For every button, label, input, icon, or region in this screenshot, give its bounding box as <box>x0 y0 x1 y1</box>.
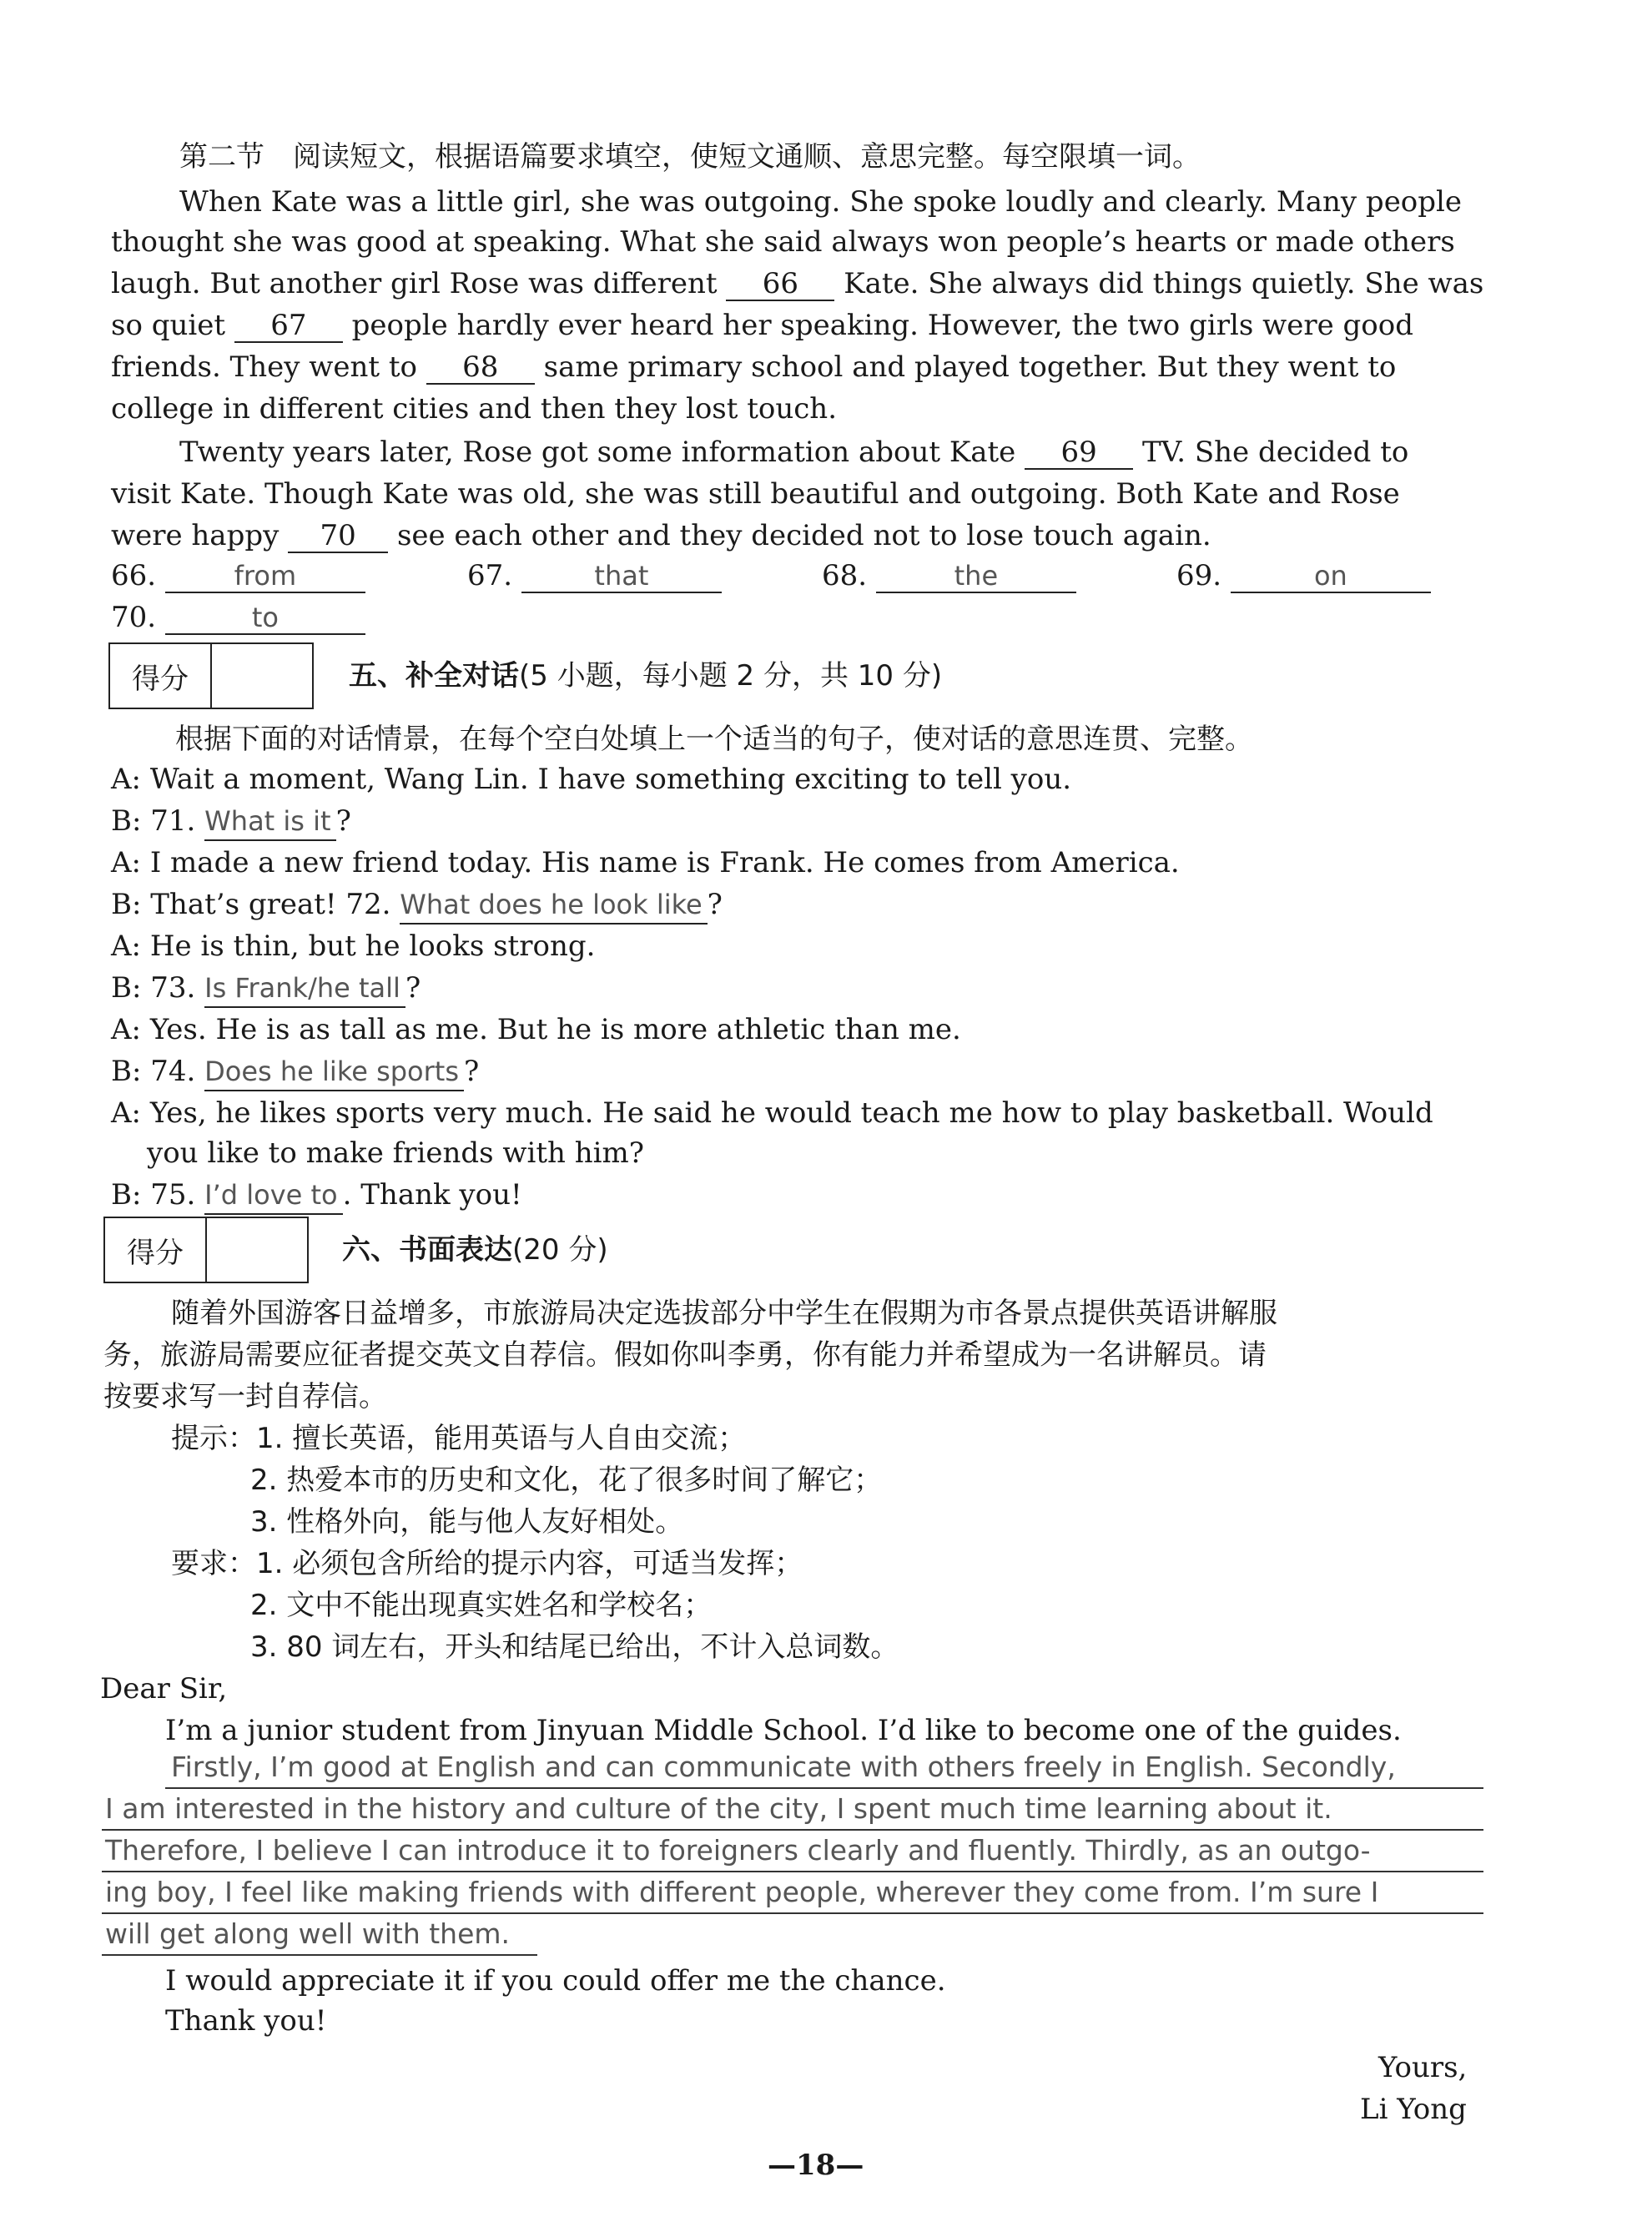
dialog-b73-prefix: B: 73. <box>111 971 196 1005</box>
dialog-b72-suffix: ? <box>707 888 723 921</box>
reqs-line-1 <box>171 1545 803 1582</box>
answer-67-num: 67. <box>467 559 513 592</box>
letter-opening: I’m a junior student from Jinyuan Middle School. I’d like to become one of the guides. <box>165 1714 1402 1747</box>
page-number: —18— <box>768 2149 864 2182</box>
handwritten-line-2[interactable]: I am interested in the history and culture of the city, I spent much time learning about it. <box>105 1792 1332 1825</box>
section5-score-box <box>108 642 314 709</box>
passage-line-5 <box>111 349 1396 385</box>
answer-70 <box>111 599 365 636</box>
dialog-b75-prefix: B: 75. <box>111 1178 196 1212</box>
blank-68[interactable]: 68 <box>426 351 535 385</box>
dialog-a2: A: I made a new friend today. His name is Frank. He comes from America. <box>111 846 1180 879</box>
passage-line-5-b: same primary school and played together. But they went to <box>543 350 1397 384</box>
blank-70[interactable]: 70 <box>288 520 388 553</box>
section6-points: (20 分) <box>512 1233 608 1267</box>
answer-66-num: 66. <box>111 559 157 592</box>
passage-line-7 <box>179 434 1408 471</box>
passage-line-1: When Kate was a little girl, she was outgoing. She spoke loudly and clearly. Many people <box>179 185 1463 219</box>
dialog-b73 <box>111 970 421 1008</box>
answer-69-num: 69. <box>1176 559 1222 592</box>
dialog-b75-answer[interactable]: I’d love to <box>204 1176 342 1215</box>
answer-69-value[interactable]: on <box>1231 560 1431 593</box>
passage-line-4-b: people hardly ever heard her speaking. However, the two girls were good <box>351 309 1413 342</box>
answer-66-value[interactable]: from <box>165 560 365 593</box>
dialog-b71-answer[interactable]: What is it <box>204 803 335 841</box>
passage-line-7-b: TV. She decided to <box>1141 436 1409 469</box>
hints-line-1 <box>171 1420 746 1457</box>
dialog-a1: A: Wait a moment, Wang Lin. I have something exciting to tell you. <box>111 763 1072 796</box>
dialog-a4: A: Yes. He is as tall as me. But he is more athletic than me. <box>111 1013 961 1046</box>
passage-line-2: thought she was good at speaking. What she said always won people’s hearts or made others <box>111 225 1455 259</box>
handwritten-line-4[interactable]: ing boy, I feel like making friends with different people, wherever they come from. I’m sure I <box>105 1876 1379 1908</box>
answer-70-num: 70. <box>111 601 157 634</box>
section5-points: (5 小题，每小题 2 分，共 10 分) <box>519 659 943 693</box>
req-1: 1. 必须包含所给的提示内容，可适当发挥； <box>256 1547 803 1580</box>
writing-rule-1 <box>165 1787 1483 1789</box>
section5-score-cell[interactable] <box>212 644 312 708</box>
answer-68-value[interactable]: the <box>876 560 1076 593</box>
passage-line-9-a: were happy <box>111 519 280 552</box>
dialog-b73-answer[interactable]: Is Frank/he tall <box>204 970 405 1008</box>
passage-line-3 <box>111 265 1483 302</box>
writing-rule-5 <box>102 1954 537 1956</box>
letter-name: Li Yong <box>1360 2093 1467 2126</box>
dialog-b73-suffix: ? <box>405 971 421 1005</box>
passage-line-8: visit Kate. Though Kate was old, she was still beautiful and outgoing. Both Kate and Rose <box>111 477 1400 511</box>
blank-66[interactable]: 66 <box>726 268 834 301</box>
dialog-b72-answer[interactable]: What does he look like <box>400 886 707 925</box>
handwritten-line-3[interactable]: Therefore, I believe I can introduce it to foreigners clearly and fluently. Thirdly, as an outgo- <box>105 1834 1371 1867</box>
passage-line-5-a: friends. They went to <box>111 350 417 384</box>
dialog-a5-line1: A: Yes, he likes sports very much. He said he would teach me how to play basketball. Would <box>111 1096 1433 1130</box>
section6-prompt-line-2: 务，旅游局需要应征者提交英文自荐信。假如你叫李勇，你有能力并希望成为一名讲解员。请 <box>103 1338 1267 1372</box>
section5-heading <box>349 658 942 694</box>
section5-title: 五、补全对话 <box>349 659 519 693</box>
blank-69[interactable]: 69 <box>1025 436 1133 470</box>
answer-66 <box>111 557 365 594</box>
dialog-b71-prefix: B: 71. <box>111 804 196 838</box>
writing-rule-3 <box>102 1871 1483 1872</box>
letter-closing-1: I would appreciate it if you could offer me the chance. <box>165 1964 946 1998</box>
section6-score-label: 得分 <box>105 1218 207 1282</box>
passage-line-3-b: Kate. She always did things quietly. She was <box>844 267 1484 300</box>
answer-67-value[interactable]: that <box>521 560 722 593</box>
answer-68 <box>822 557 1076 594</box>
passage-line-9 <box>111 517 1211 554</box>
dialog-b75 <box>111 1176 522 1215</box>
answer-70-value[interactable]: to <box>165 602 365 635</box>
section6-heading <box>342 1232 608 1268</box>
answer-69 <box>1176 557 1431 594</box>
hint-2: 2. 热爱本市的历史和文化，花了很多时间了解它； <box>250 1464 883 1497</box>
writing-rule-2 <box>102 1829 1483 1831</box>
section6-score-box <box>103 1217 309 1283</box>
hints-label: 提示： <box>171 1422 256 1455</box>
dialog-b74-answer[interactable]: Does he like sports <box>204 1053 464 1091</box>
dialog-b72-prefix: B: That’s great! 72. <box>111 888 391 921</box>
handwritten-line-1[interactable]: Firstly, I’m good at English and can communicate with others freely in English. Secondly, <box>171 1751 1396 1783</box>
answer-68-num: 68. <box>822 559 868 592</box>
dialog-b75-suffix: . Thank you! <box>342 1178 522 1212</box>
letter-signoff: Yours, <box>1378 2051 1468 2084</box>
letter-salutation: Dear Sir, <box>100 1672 228 1705</box>
dialog-b71-suffix: ? <box>335 804 351 838</box>
dialog-a5-line2: you like to make friends with him? <box>147 1136 644 1170</box>
hint-1: 1. 擅长英语，能用英语与人自由交流； <box>256 1422 747 1455</box>
section5-instruction: 根据下面的对话情景，在每个空白处填上一个适当的句子，使对话的意思连贯、完整。 <box>175 723 1253 756</box>
section6-prompt-line-3: 按要求写一封自荐信。 <box>103 1380 387 1413</box>
blank-67[interactable]: 67 <box>234 310 343 343</box>
hint-3: 3. 性格外向，能与他人友好相处。 <box>250 1505 684 1539</box>
passage-line-4 <box>111 307 1413 344</box>
passage-line-6: college in different cities and then they lost touch. <box>111 392 838 426</box>
letter-closing-2: Thank you! <box>165 2004 327 2038</box>
section6-title: 六、书面表达 <box>342 1233 512 1267</box>
section2-title: 第二节 阅读短文，根据语篇要求填空，使短文通顺、意思完整。每空限填一词。 <box>179 140 1201 174</box>
dialog-b74-suffix: ? <box>464 1055 480 1088</box>
passage-line-3-a: laugh. But another girl Rose was different <box>111 267 718 300</box>
dialog-b74 <box>111 1053 479 1091</box>
dialog-b71 <box>111 803 351 841</box>
passage-line-4-a: so quiet <box>111 309 226 342</box>
section5-score-label: 得分 <box>110 644 212 708</box>
dialog-b72 <box>111 886 723 925</box>
handwritten-line-5[interactable]: will get along well with them. <box>105 1917 511 1950</box>
passage-line-9-b: see each other and they decided not to lose touch again. <box>396 519 1211 552</box>
section6-prompt-line-1: 随着外国游客日益增多，市旅游局决定选拔部分中学生在假期为市各景点提供英语讲解服 <box>171 1297 1277 1330</box>
dialog-b74-prefix: B: 74. <box>111 1055 196 1088</box>
answer-67 <box>467 557 722 594</box>
dialog-a3: A: He is thin, but he looks strong. <box>111 930 596 963</box>
writing-rule-4 <box>102 1912 1483 1914</box>
section6-score-cell[interactable] <box>207 1218 307 1282</box>
reqs-label: 要求： <box>171 1547 256 1580</box>
req-3: 3. 80 词左右，开头和结尾已给出，不计入总词数。 <box>250 1630 899 1664</box>
req-2: 2. 文中不能出现真实姓名和学校名； <box>250 1589 713 1622</box>
passage-line-7-a: Twenty years later, Rose got some information about Kate <box>179 436 1016 469</box>
